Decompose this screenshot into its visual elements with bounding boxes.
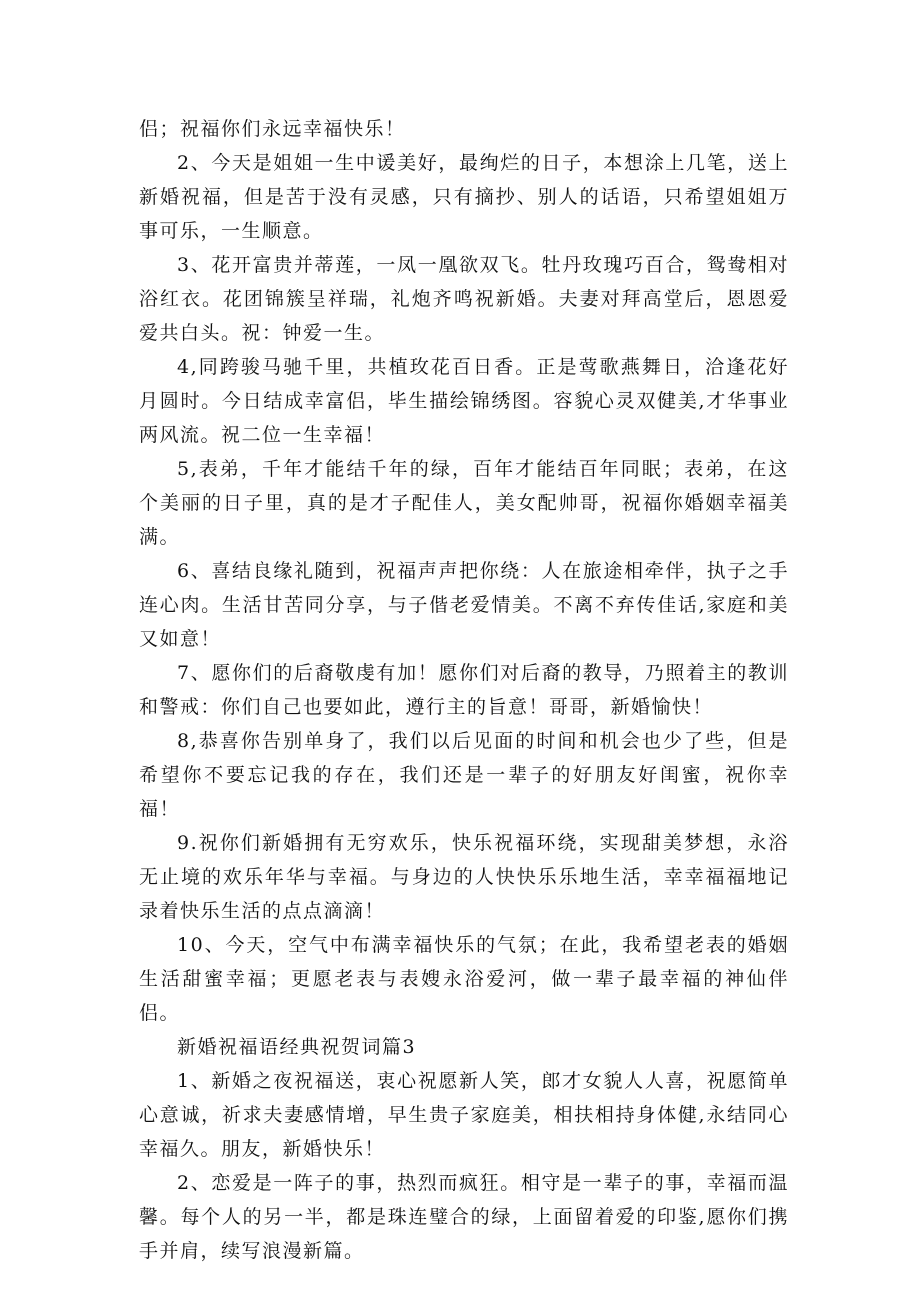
section-paragraph-2: 2、恋爱是一阵子的事，热烈而疯狂。相守是一辈子的事，幸福而温馨。每个人的另一半，都是珠连璧合的绿，上面留着爱的印鉴,愿你们携手并肩，续写浪漫新篇。 [139,1172,789,1262]
paragraph-wish-9: 9.祝你们新婚拥有无穷欢乐，快乐祝福环绕，实现甜美梦想，永浴无止境的欢乐年华与幸福。与身边的人快快乐乐地生活，幸幸福福地记录着快乐生活的点点滴滴！ [139,832,789,922]
paragraph-wish-10: 10、今天，空气中布满幸福快乐的气氛；在此，我希望老表的婚姻生活甜蜜幸福；更愿老表与表嫂永浴爱河，做一辈子最幸福的神仙伴侣。 [139,934,789,1024]
section-paragraph-1: 1、新婚之夜祝福送，衷心祝愿新人笑，郎才女貌人人喜，祝愿简单心意诚，祈求夫妻感情增，早生贵子家庭美，相扶相持身体健,永结同心幸福久。朋友，新婚快乐！ [139,1070,789,1160]
paragraph-wish-3: 3、花开富贵并蒂莲，一凤一凰欲双飞。牡丹玫瑰巧百合，鸳鸯相对浴红衣。花团锦簇呈祥瑞，礼炮齐鸣祝新婚。夫妻对拜高堂后，恩恩爱爱共白头。祝：钟爱一生。 [139,254,789,344]
paragraph-wish-4: 4,同跨骏马驰千里，共植玫花百日香。正是莺歌燕舞日，洽逢花好月圆时。今日结成幸富侣，毕生描绘锦绣图。容貌心灵双健美,才华事业两风流。祝二位一生幸福！ [139,356,789,446]
paragraph-wish-5: 5,表弟，千年才能结千年的绿，百年才能结百年同眠；表弟，在这个美丽的日子里，真的是才子配佳人，美女配帅哥，祝福你婚姻幸福美满。 [139,458,789,548]
paragraph-wish-2: 2、今天是姐姐一生中谖美好，最绚烂的日子，本想涂上几笔，送上新婚祝福，但是苦于没有灵感，只有摘抄、别人的话语，只希望姐姐万事可乐，一生顺意。 [139,152,789,242]
paragraph-wish-7: 7、愿你们的后裔敬虔有加！愿你们对后裔的教导，乃照着主的教训和警戒：你们自己也要如此，遵行主的旨意！哥哥，新婚愉快！ [139,662,789,718]
paragraph-continuation: 侣；祝福你们永远幸福快乐！ [139,118,406,140]
paragraph-wish-8: 8,恭喜你告别单身了，我们以后见面的时间和机会也少了些，但是希望你不要忘记我的存在，我们还是一辈子的好朋友好闺蜜，祝你幸福！ [139,730,789,820]
paragraph-wish-6: 6、喜结良缘礼随到，祝福声声把你绕：人在旅途相牵伴，执子之手连心肉。生活甘苦同分享，与子偕老爱情美。不离不弃传佳话,家庭和美又如意！ [139,560,789,650]
document-body [139,112,789,1268]
section-heading: 新婚祝福语经典祝贺词篇3 [177,1036,417,1058]
